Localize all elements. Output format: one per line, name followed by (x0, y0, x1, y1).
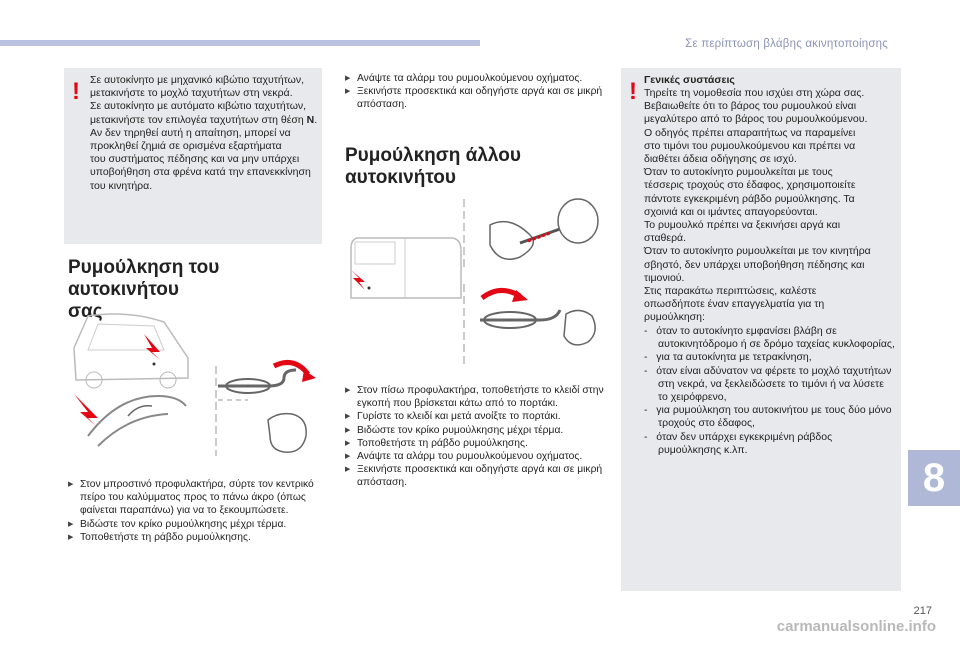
illustration-tow-ring-rear (460, 280, 605, 370)
illustration-van-rear (345, 232, 467, 310)
header-title: Σε περίπτωση βλάβης ακινητοποίησης (685, 38, 888, 50)
section-title-other: Ρυμούλκηση άλλου αυτοκινήτου (345, 145, 521, 188)
steps-middle-top (345, 72, 605, 112)
warning-icon: ! (72, 78, 80, 105)
case-5: - όταν δεν υπάρχει εγκεκριμένη ράβδος ρυμούλκησης κ.λπ. (644, 430, 833, 456)
warning-text-part2: Αν δεν τηρηθεί αυτή η απαίτηση, μπορεί να προκληθεί ζημιά σε ορισμένα εξαρτήματα του συστήματος πέδησης και να μην υπάρχει υποβοήθηση στα φρένα κατά την επανεκκίνηση του κινητήρα. (90, 126, 311, 192)
step-other-6: ▶ Ξεκινήστε προσεκτικά και οδηγήστε αργά και σε μικρή απόσταση. (345, 463, 607, 489)
step-mid-2: ▶ Ξεκινήστε προσεκτικά και οδηγήστε αργά και σε μικρή απόσταση. (345, 85, 605, 111)
section-title-own: Ρυμούλκηση του αυτοκινήτου σας (68, 257, 220, 322)
step-other-4: ▶ Τοποθετήστε τη ράβδο ρυμούλκησης. (345, 437, 607, 450)
general-heading: Γενικές συστάσεις (644, 74, 735, 86)
step-own-3: ▶ Τοποθετήστε τη ράβδο ρυμούλκησης. (68, 531, 323, 544)
illustration-cover-release (68, 376, 196, 458)
case-4: - για ρυμούλκηση του αυτοκινήτου με τους δύο μόνο τροχούς στο έδαφος, (644, 404, 892, 430)
illustration-key-insert (460, 195, 605, 275)
step-other-3: ▶ Βιδώστε τον κρίκο ρυμούλκησης μέχρι τέρμα. (345, 424, 607, 437)
illustration-tow-ring-front (208, 356, 324, 462)
step-own-1: ▶ Στον μπροστινό προφυλακτήρα, σύρτε τον κεντρικό πείρο του καλύμματος προς το πάνω άκρο (όπως φαίνεται παραπάνω) για να το ξεκουμπώσετε. (68, 478, 323, 518)
general-cases (644, 325, 896, 457)
step-own-2: ▶ Βιδώστε τον κρίκο ρυμούλκησης μέχρι τέρμα. (68, 518, 323, 531)
case-2: - για τα αυτοκίνητα με τετρακίνηση, (644, 351, 812, 364)
warning-icon-general: ! (629, 78, 637, 105)
general-body: Τηρείτε τη νομοθεσία που ισχύει στη χώρα σας. Βεβαιωθείτε ότι το βάρος του ρυμουλκού είναι μεγαλύτερο από το βάρος του ρυμουλκούμενου. Ο οδηγός πρέπει απαραιτήτως να παραμείνει στο τιμόνι του ρυμουλκούμενου και πρέπει να διαθέτει άδεια οδήγησης σε ισχύ. Όταν το αυτοκίνητο ρυμουλκείται με τους τέσσερις τροχούς στο έδαφος, χρησιμοποιείτε πάντοτε εγκεκριμένη ράβδο ρυμούλκησης. Τα σχοινιά και οι ιμάντες απαγορεύονται. Το ρυμουλκό πρέπει να ξεκινήσει αργά και σταθερά. Όταν το αυτοκίνητο ρυμουλκείται με τον κινητήρα σβηστό, δεν υπάρχει υποβοήθηση πέδησης και τιμονιού. Στις παρακάτω περιπτώσεις, καλέστε οπωσδήποτε έναν επαγγελματία για τη ρυμούλκηση: (644, 87, 871, 324)
header-bar (0, 40, 480, 46)
page-number: 217 (913, 605, 932, 617)
case-1: - όταν το αυτοκίνητο εμφανίσει βλάβη σε αυτοκινητόδρομο ή σε δρόμο ταχείας κυκλοφορίας, (644, 325, 895, 351)
chapter-tab: 8 (908, 450, 960, 506)
step-other-2: ▶ Γυρίστε το κλειδί και μετά ανοίξτε το πορτάκι. (345, 410, 607, 423)
step-other-1: ▶ Στον πίσω προφυλακτήρα, τοποθετήστε το κλειδί στην εγκοπή που βρίσκεται κάτω από το πορτάκι. (345, 384, 607, 410)
step-mid-1: ▶ Ανάψτε τα αλάρμ του ρυμουλκούμενου οχήματος. (345, 72, 605, 85)
steps-own (68, 478, 323, 544)
case-3: - όταν είναι αδύνατον να φέρετε το μοχλό ταχυτήτων στη νεκρά, να ξεκλειδώσετε το τιμόνι ή να λύσετε το χειρόφρενο, (644, 364, 892, 404)
watermark: carmanualsonline.info (776, 618, 936, 635)
warning-text-left: Σε αυτοκίνητο με μηχανικό κιβώτιο ταχυτήτων, μετακινήστε το μοχλό ταχυτήτων στη νεκρά. Σε αυτοκίνητο με αυτόματο κιβώτιο ταχυτήτων, μετακινήστε τον επιλογέα ταχυτήτων στη θέση N. Αν δεν τηρηθεί αυτή η απαίτηση, μπορεί να προκληθεί ζημιά σε ορισμένα εξαρτήματα του συστήματος πέδησης και να μην υπάρχει υποβοήθηση στα φρένα κατά την επανεκκίνηση του κινητήρα. (90, 74, 318, 192)
gear-position-n: N (306, 113, 315, 126)
step-other-5: ▶ Ανάψτε τα αλάρμ του ρυμουλκούμενου οχήματος. (345, 450, 607, 463)
warning-text-part1: Σε αυτοκίνητο με μηχανικό κιβώτιο ταχυτήτων, μετακινήστε το μοχλό ταχυτήτων στη νεκρά. Σε αυτοκίνητο με αυτόματο κιβώτιο ταχυτήτων, μετακινήστε τον επιλογέα ταχυτήτων στη θέση (90, 74, 307, 126)
steps-other (345, 384, 607, 490)
